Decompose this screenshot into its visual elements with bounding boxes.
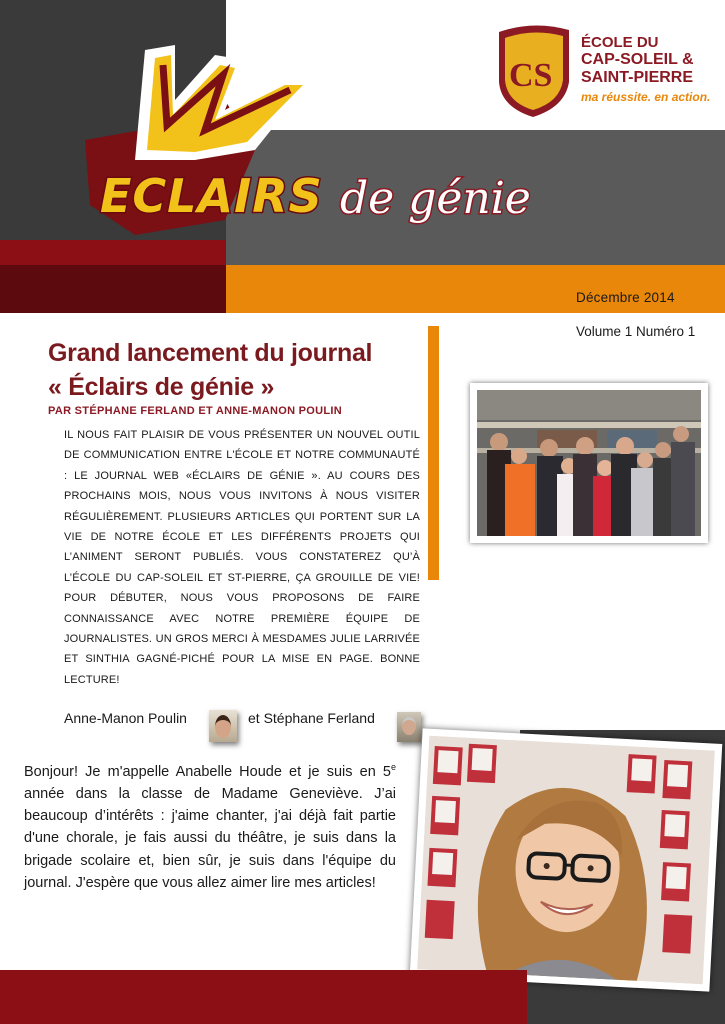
school-name-line1: ÉCOLE DU: [581, 34, 659, 51]
school-logo: [495, 22, 715, 122]
journalist-intro: [24, 756, 396, 894]
portrait-photo-image: [417, 736, 715, 985]
author-photo-1: [209, 710, 237, 742]
article-signature: [64, 708, 424, 748]
group-photo-image: [477, 390, 701, 536]
author-name-2: et Stéphane Ferland: [248, 710, 375, 726]
masthead-word-eclairs: ECLAIRS: [100, 169, 323, 223]
author-photo-2: [397, 712, 421, 742]
intro-text-start: Bonjour! Je m'appelle Anabelle Houde et je suis en 5: [24, 763, 391, 780]
issue-volume: Volume 1 Numéro 1: [576, 324, 696, 339]
article-headline: [48, 336, 428, 404]
headline-line2: « Éclairs de génie »: [48, 373, 275, 401]
journalist-portrait-photo: [410, 728, 723, 991]
footer-red-band: [0, 970, 527, 1024]
header-orange-band: [226, 265, 725, 313]
school-name-line3: SAINT-PIERRE: [581, 69, 694, 86]
school-tagline: ma réussite. en action.: [581, 90, 711, 104]
masthead-logo: [75, 30, 555, 245]
intro-text-rest: année dans la classe de Madame Geneviève. J’ai beaucoup d’intérêts : j'aime chanter, j'ai déjà fait partie d'une chorale, je fais aussi du théâtre, je suis dans la brigade scolaire et, bien sûr, je suis dans l'équipe du journal. J'espère que vous allez aimer lire mes articles!: [24, 786, 396, 891]
issue-date: Décembre 2014: [576, 290, 675, 305]
accent-vertical-bar: [428, 326, 439, 580]
school-crest-letters: CS: [509, 57, 553, 94]
team-group-photo: [470, 383, 708, 543]
lightning-bolt-icon: [75, 30, 555, 245]
author-name-1: Anne-Manon Poulin: [64, 710, 187, 726]
headline-line1: Grand lancement du journal: [48, 339, 373, 367]
masthead-word-de-genie: de génie: [340, 173, 531, 224]
intro-superscript: e: [390, 762, 396, 772]
school-name-line2: CAP-SOLEIL &: [581, 51, 694, 68]
article-byline: PAR STÉPHANE FERLAND ET ANNE-MANON POULIN: [48, 405, 343, 417]
article-body: IL NOUS FAIT PLAISIR DE VOUS PRÉSENTER UN NOUVEL OUTIL DE COMMUNICATION ENTRE L'ÉCOLE ET NOTRE COMMUNAUTÉ : LE JOURNAL WEB «ÉCLAIRS DE GÉNIE ». AU COURS DES PROCHAINS MOIS, NOUS VOUS INVITONS À NOUS VISITER RÉGULIÈREMENT. PLUSIEURS ARTICLES QUI PORTENT SUR LA VIE DE NOTRE ÉCOLE ET LES DIFFÉRENTS PROJETS QUI L’ANIMENT SERONT PUBLIÉS. VOUS CONSTATEREZ QU’À L’ÉCOLE DU CAP-SOLEIL ET ST-PIERRE, ÇA GROUILLE DE VIE! POUR DÉBUTER, NOUS VOUS PROPOSONS DE FAIRE CONNAISSANCE AVEC NOTRE PREMIÈRE ÉQUIPE DE JOURNALISTES. UN GROS MERCI À MESDAMES JULIE LARRIVÉE ET SINTHIA GAGNÉ-PICHÉ POUR LA MISE EN PAGE. BONNE LECTURE!: [64, 429, 420, 686]
header-maroon-band: [0, 265, 226, 313]
